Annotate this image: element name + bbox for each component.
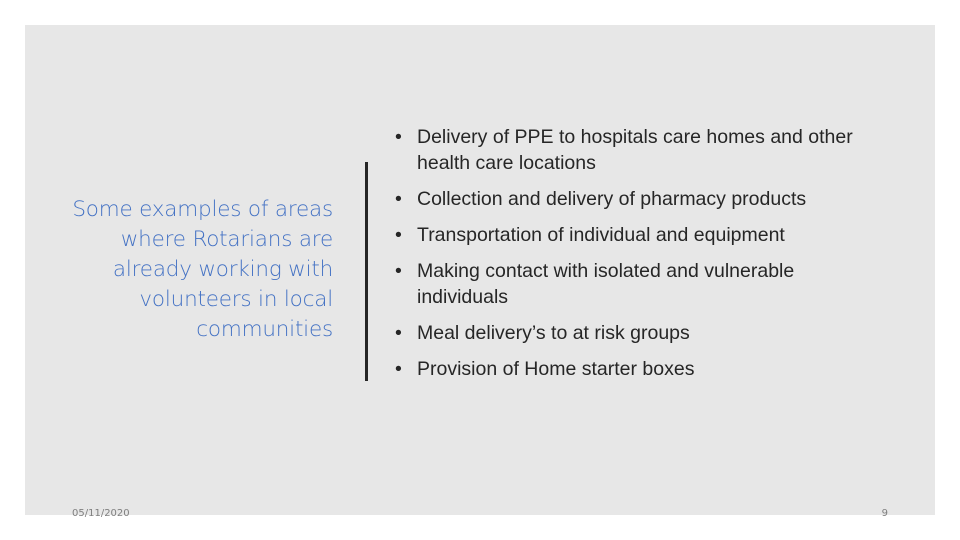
bullet-marker: • — [395, 358, 402, 380]
bullet-text: Provision of Home starter boxes — [417, 358, 695, 380]
bullet-text: Delivery of PPE to hospitals care homes and other health care locations — [417, 126, 853, 174]
bullet-text: Meal delivery’s to at risk groups — [417, 322, 690, 344]
bullet-marker: • — [395, 188, 402, 210]
bullet-marker: • — [395, 322, 402, 344]
vertical-divider — [365, 162, 368, 381]
bullet-item — [395, 222, 875, 248]
bullet-marker: • — [395, 224, 402, 246]
bullet-item — [395, 320, 875, 346]
bullet-item — [395, 258, 875, 310]
bullet-item — [395, 186, 875, 212]
slide-subtitle: Some examples of areas where Rotarians are already working with volunteers in local communities — [72, 197, 333, 342]
bullet-marker: • — [395, 126, 402, 148]
bullet-text: Collection and delivery of pharmacy products — [417, 188, 807, 210]
bullet-item — [395, 124, 875, 176]
bullet-text: Making contact with isolated and vulnerable individuals — [417, 260, 795, 308]
bullet-marker: • — [395, 260, 402, 282]
footer-date: 05/11/2020 — [72, 508, 130, 519]
bullet-list — [395, 124, 875, 392]
bullet-item — [395, 356, 875, 382]
page-number: 9 — [881, 508, 888, 519]
bullet-text: Transportation of individual and equipment — [417, 224, 785, 246]
